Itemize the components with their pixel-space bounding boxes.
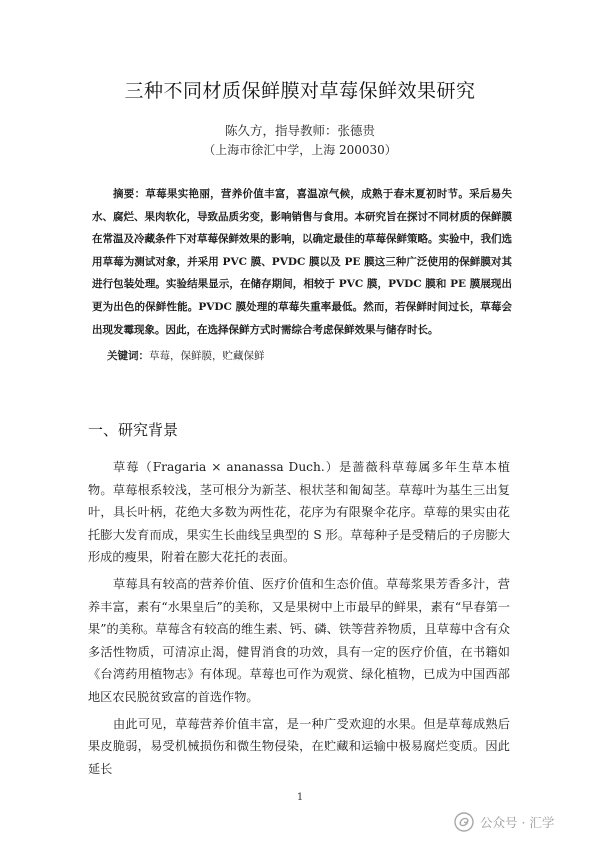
keywords <box>107 348 507 363</box>
abstract-text: 草莓果实艳丽，营养价值丰富，喜温凉气候，成熟于春末夏初时节。采后易失水、腐烂、果肉软化，导致品质劣变，影响销售与食用。本研究旨在探讨不同材质的保鲜膜在常温及冷藏条件下对草莓保鲜效果的影响，以确定最佳的草莓保鲜策略。实验中，我们选用草莓为测试对象，并采用 PVC 膜、PVDC 膜以及 PE 膜这三种广泛使用的保鲜膜对其进行包装处理。实验结果显示，在储存期间，相较于 PVC 膜，PVDC 膜和 PE 膜展现出更为出色的保鲜性能。PVDC 膜处理的草莓失重率最低。然而，若保鲜时间过长，草莓会出现发霉现象。因此，在选择保鲜方式时需综合考虑保鲜效果与储存时长。 <box>92 188 512 336</box>
abstract-label: 摘要： <box>113 188 146 200</box>
watermark-text: 公众号 · 汇学 <box>480 815 555 830</box>
affiliation: （上海市徐汇中学，上海 200030） <box>203 143 397 157</box>
author-line: 陈久方，指导教师：张德贵 <box>224 123 375 138</box>
section-heading: 一、研究背景 <box>88 421 179 439</box>
paper-title: 三种不同材质保鲜膜对草莓保鲜效果研究 <box>124 80 476 102</box>
watermark <box>454 810 554 834</box>
keywords-text: 草莓，保鲜膜，贮藏保鲜 <box>149 350 265 362</box>
paragraph: 草莓具有较高的营养价值、医疗价值和生态价值。草莓浆果芳香多汁，营养丰富，素有“水果皇后”的美称，又是果树中上市最早的鲜果，素有“早春第一果”的美称。草莓含有较高的维生素、钙、磷、铁等营养物质，且草莓中含有众多活性物质，可清凉止渴，健胃消食的功效，具有一定的医疗价值，在书籍如《台湾药用植物志》有体现。草莓也可作为观赏、绿化植物，已成为中国西部地区农民脱贫致富的首选作物。 <box>88 576 510 704</box>
abstract <box>92 183 512 341</box>
paragraph: 由此可见，草莓营养价值丰富，是一种广受欢迎的水果。但是草莓成熟后果皮脆弱，易受机械损伤和微生物侵染，在贮藏和运输中极易腐烂变质。因此延长 <box>88 716 510 776</box>
wechat-official-account-icon <box>454 812 474 832</box>
keywords-label: 关键词： <box>107 350 149 362</box>
paragraph: 草莓（Fragaria × ananassa Duch.）是蔷薇科草莓属多年生草本植物。草莓根系较浅，茎可根分为新茎、根状茎和匍匐茎。草莓叶为基生三出复叶，具长叶柄，花绝大多数为两性花，花序为有限聚伞花序。草莓的果实由花托膨大发育而成，果实生长曲线呈典型的 S 形。草莓种子是受精后的子房膨大形成的瘦果，附着在膨大花托的表面。 <box>88 460 510 565</box>
body-text <box>88 456 510 784</box>
page-number: 1 <box>296 792 304 803</box>
